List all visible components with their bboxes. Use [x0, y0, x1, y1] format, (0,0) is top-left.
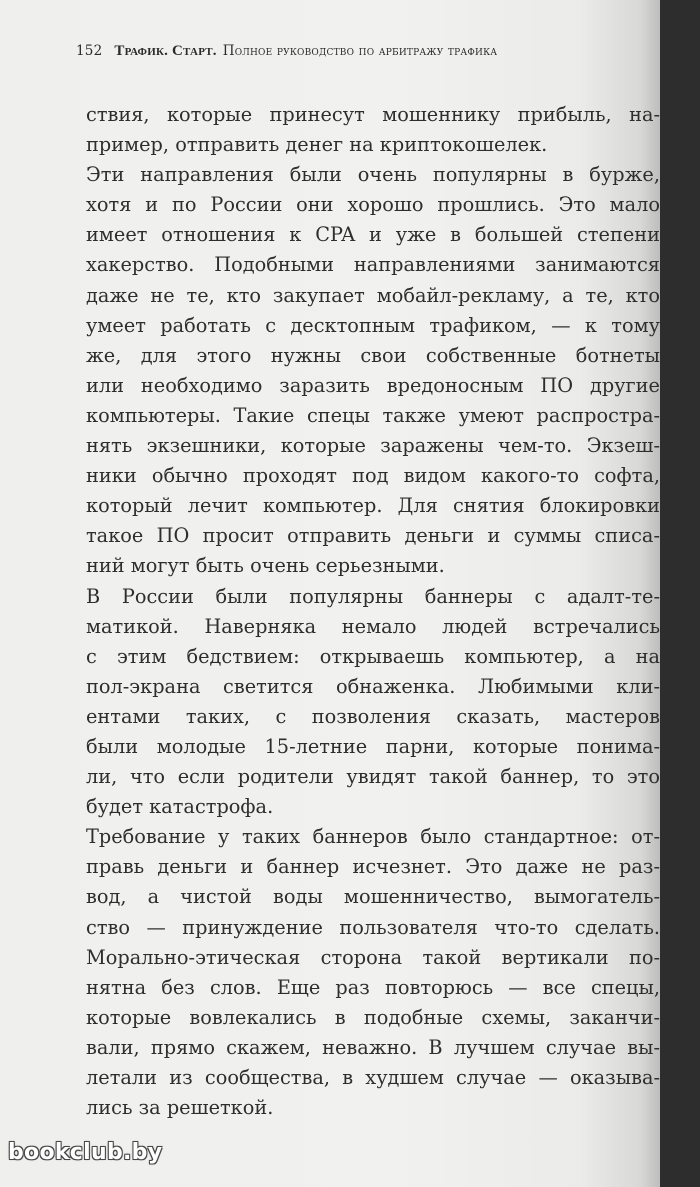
text-line: ли, что если родители увидят такой баннер, то это: [86, 765, 660, 789]
text-line: вали, прямо скажем, неважно. В лучшем случае вы-: [86, 1035, 660, 1059]
text-line: вод, а чистой воды мошенничество, вымогатель-: [86, 885, 660, 909]
page-number: 152: [76, 43, 103, 59]
text-line: хакерство. Подобными направлениями занимаются: [86, 253, 660, 277]
text-line: компьютеры. Такие спецы также умеют распростра-: [86, 403, 660, 427]
text-line: с этим бедствием: открываешь компьютер, а на: [86, 644, 660, 668]
text-line: даже не те, кто закупает мобайл-рекламу, а те, кто: [86, 283, 660, 307]
running-head: [76, 43, 497, 60]
text-line: хотя и по России они хорошо прошлись. Это мало: [86, 193, 660, 217]
text-line: лись за решеткой.: [86, 1096, 274, 1120]
text-line: нятна без слов. Еще раз повторюсь — все спецы,: [86, 975, 660, 999]
body-text: [86, 100, 660, 1123]
text-line: правь деньги и баннер исчезнет. Это даже не раз-: [86, 855, 660, 879]
text-line: Эти направления были очень популярны в бурже,: [86, 163, 660, 187]
text-line: летали из сообщества, в худшем случае — оказыва-: [86, 1066, 660, 1089]
text-line: В России были популярны баннеры с адалт-те-: [86, 584, 660, 608]
text-line: ство — принуждение пользователя что-то сделать.: [86, 915, 660, 939]
text-line: же, для этого нужны свои собственные ботнеты: [86, 343, 660, 367]
text-line: которые вовлекались в подобные схемы, заканчи-: [86, 1005, 660, 1029]
text-line: нять экзешники, которые заражены чем-то. Экзеш-: [86, 434, 660, 458]
text-line: который лечит компьютер. Для снятия блокировки: [86, 494, 660, 518]
book-subtitle: Полное руководство по арбитражу трафика: [222, 43, 498, 59]
text-line: будет катастрофа.: [86, 795, 274, 819]
text-line: Морально-этическая сторона такой вертикали по-: [86, 945, 660, 969]
text-line: умеет работать с десктопным трафиком, — к тому: [86, 313, 660, 337]
text-line: ний могут быть очень серьезными.: [86, 554, 445, 578]
text-line: матикой. Наверняка немало людей встречались: [86, 614, 660, 638]
text-line: такое ПО просит отправить деньги и суммы списа-: [86, 524, 660, 548]
site-watermark: bookclub.by: [8, 1140, 163, 1165]
text-line: пол-экрана светится обнаженка. Любимыми кли-: [86, 674, 660, 698]
text-line: или необходимо заразить вредоносным ПО другие: [86, 373, 660, 397]
text-line: ентами таких, с позволения сказать, мастеров: [86, 704, 660, 728]
text-line: Требование у таких баннеров было стандартное: от-: [86, 825, 660, 849]
text-line: ники обычно проходят под видом какого-то софта,: [86, 464, 660, 488]
text-line: были молодые 15-летние парни, которые понима-: [86, 734, 660, 758]
text-line: пример, отправить денег на криптокошелек.: [86, 133, 548, 157]
text-line: ствия, которые принесут мошеннику прибыль, на-: [86, 103, 660, 126]
book-title: Трафик. Старт.: [114, 43, 217, 59]
text-line: имеет отношения к CPA и уже в большей степени: [86, 223, 660, 247]
